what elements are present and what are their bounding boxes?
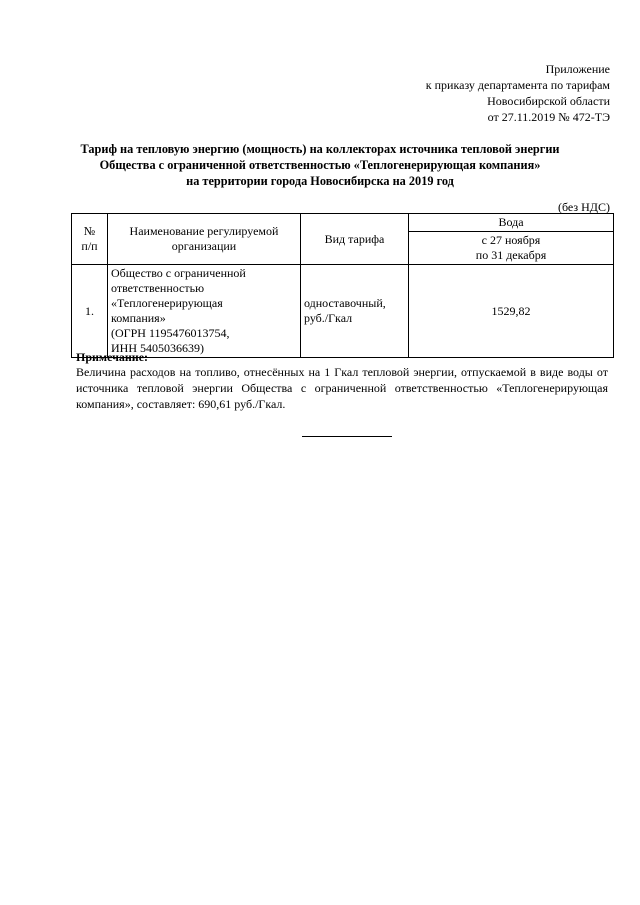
- title-line: Общества с ограниченной ответственностью «Теплогенерирующая компания»: [99, 158, 541, 172]
- header-num-line: №: [83, 224, 96, 238]
- document-title: [60, 141, 580, 189]
- annex-line: от 27.11.2019 № 472-ТЭ: [487, 110, 610, 124]
- org-line: компания»: [111, 311, 166, 325]
- table-header-row: [72, 214, 614, 232]
- title-line: Тариф на тепловую энергию (мощность) на коллекторах источника тепловой энергии: [80, 142, 560, 156]
- title-line: на территории города Новосибирска на 2019 год: [186, 174, 454, 188]
- org-line: Общество с ограниченной: [111, 266, 246, 280]
- note-heading: Примечание:: [76, 350, 149, 364]
- header-period: [409, 232, 614, 265]
- header-org-line: организации: [171, 239, 237, 253]
- header-org: [108, 214, 301, 265]
- annex-line: Новосибирской области: [487, 94, 610, 108]
- row-tariff-type: [301, 265, 409, 358]
- header-num: [72, 214, 108, 265]
- closing-rule: [302, 436, 392, 437]
- header-period-line: по 31 декабря: [475, 248, 547, 262]
- vat-note: (без НДС): [557, 200, 610, 214]
- header-num-line: п/п: [81, 239, 98, 253]
- note-text: Величина расходов на топливо, отнесённых на 1 Гкал тепловой энергии, отпускаемой в виде воды от источника тепловой энергии Общества с ограниченной ответственностью «Теплогенерирующая компания», составляет: 690,61 руб./Гкал.: [76, 365, 608, 411]
- org-line: «Теплогенерирующая: [111, 296, 223, 310]
- row-num: 1.: [72, 265, 108, 358]
- header-period-line: с 27 ноября: [481, 233, 541, 247]
- org-line: (ОГРН 1195476013754,: [111, 326, 230, 340]
- row-value: 1529,82: [409, 265, 614, 358]
- table-row: [72, 265, 614, 358]
- annex-line: к приказу департамента по тарифам: [425, 78, 610, 92]
- tariff-type-line: руб./Гкал: [304, 311, 353, 325]
- annex-line: Приложение: [545, 62, 610, 76]
- header-org-line: Наименование регулируемой: [129, 224, 279, 238]
- tariff-table: [71, 213, 614, 358]
- row-org: [108, 265, 301, 358]
- tariff-type-line: одноставочный,: [304, 296, 386, 310]
- annex-header: [426, 61, 610, 125]
- header-tariff-type: Вид тарифа: [301, 214, 409, 265]
- header-water: Вода: [409, 214, 614, 232]
- org-line: ИНН 5405036639): [111, 341, 204, 355]
- org-line: ответственностью: [111, 281, 205, 295]
